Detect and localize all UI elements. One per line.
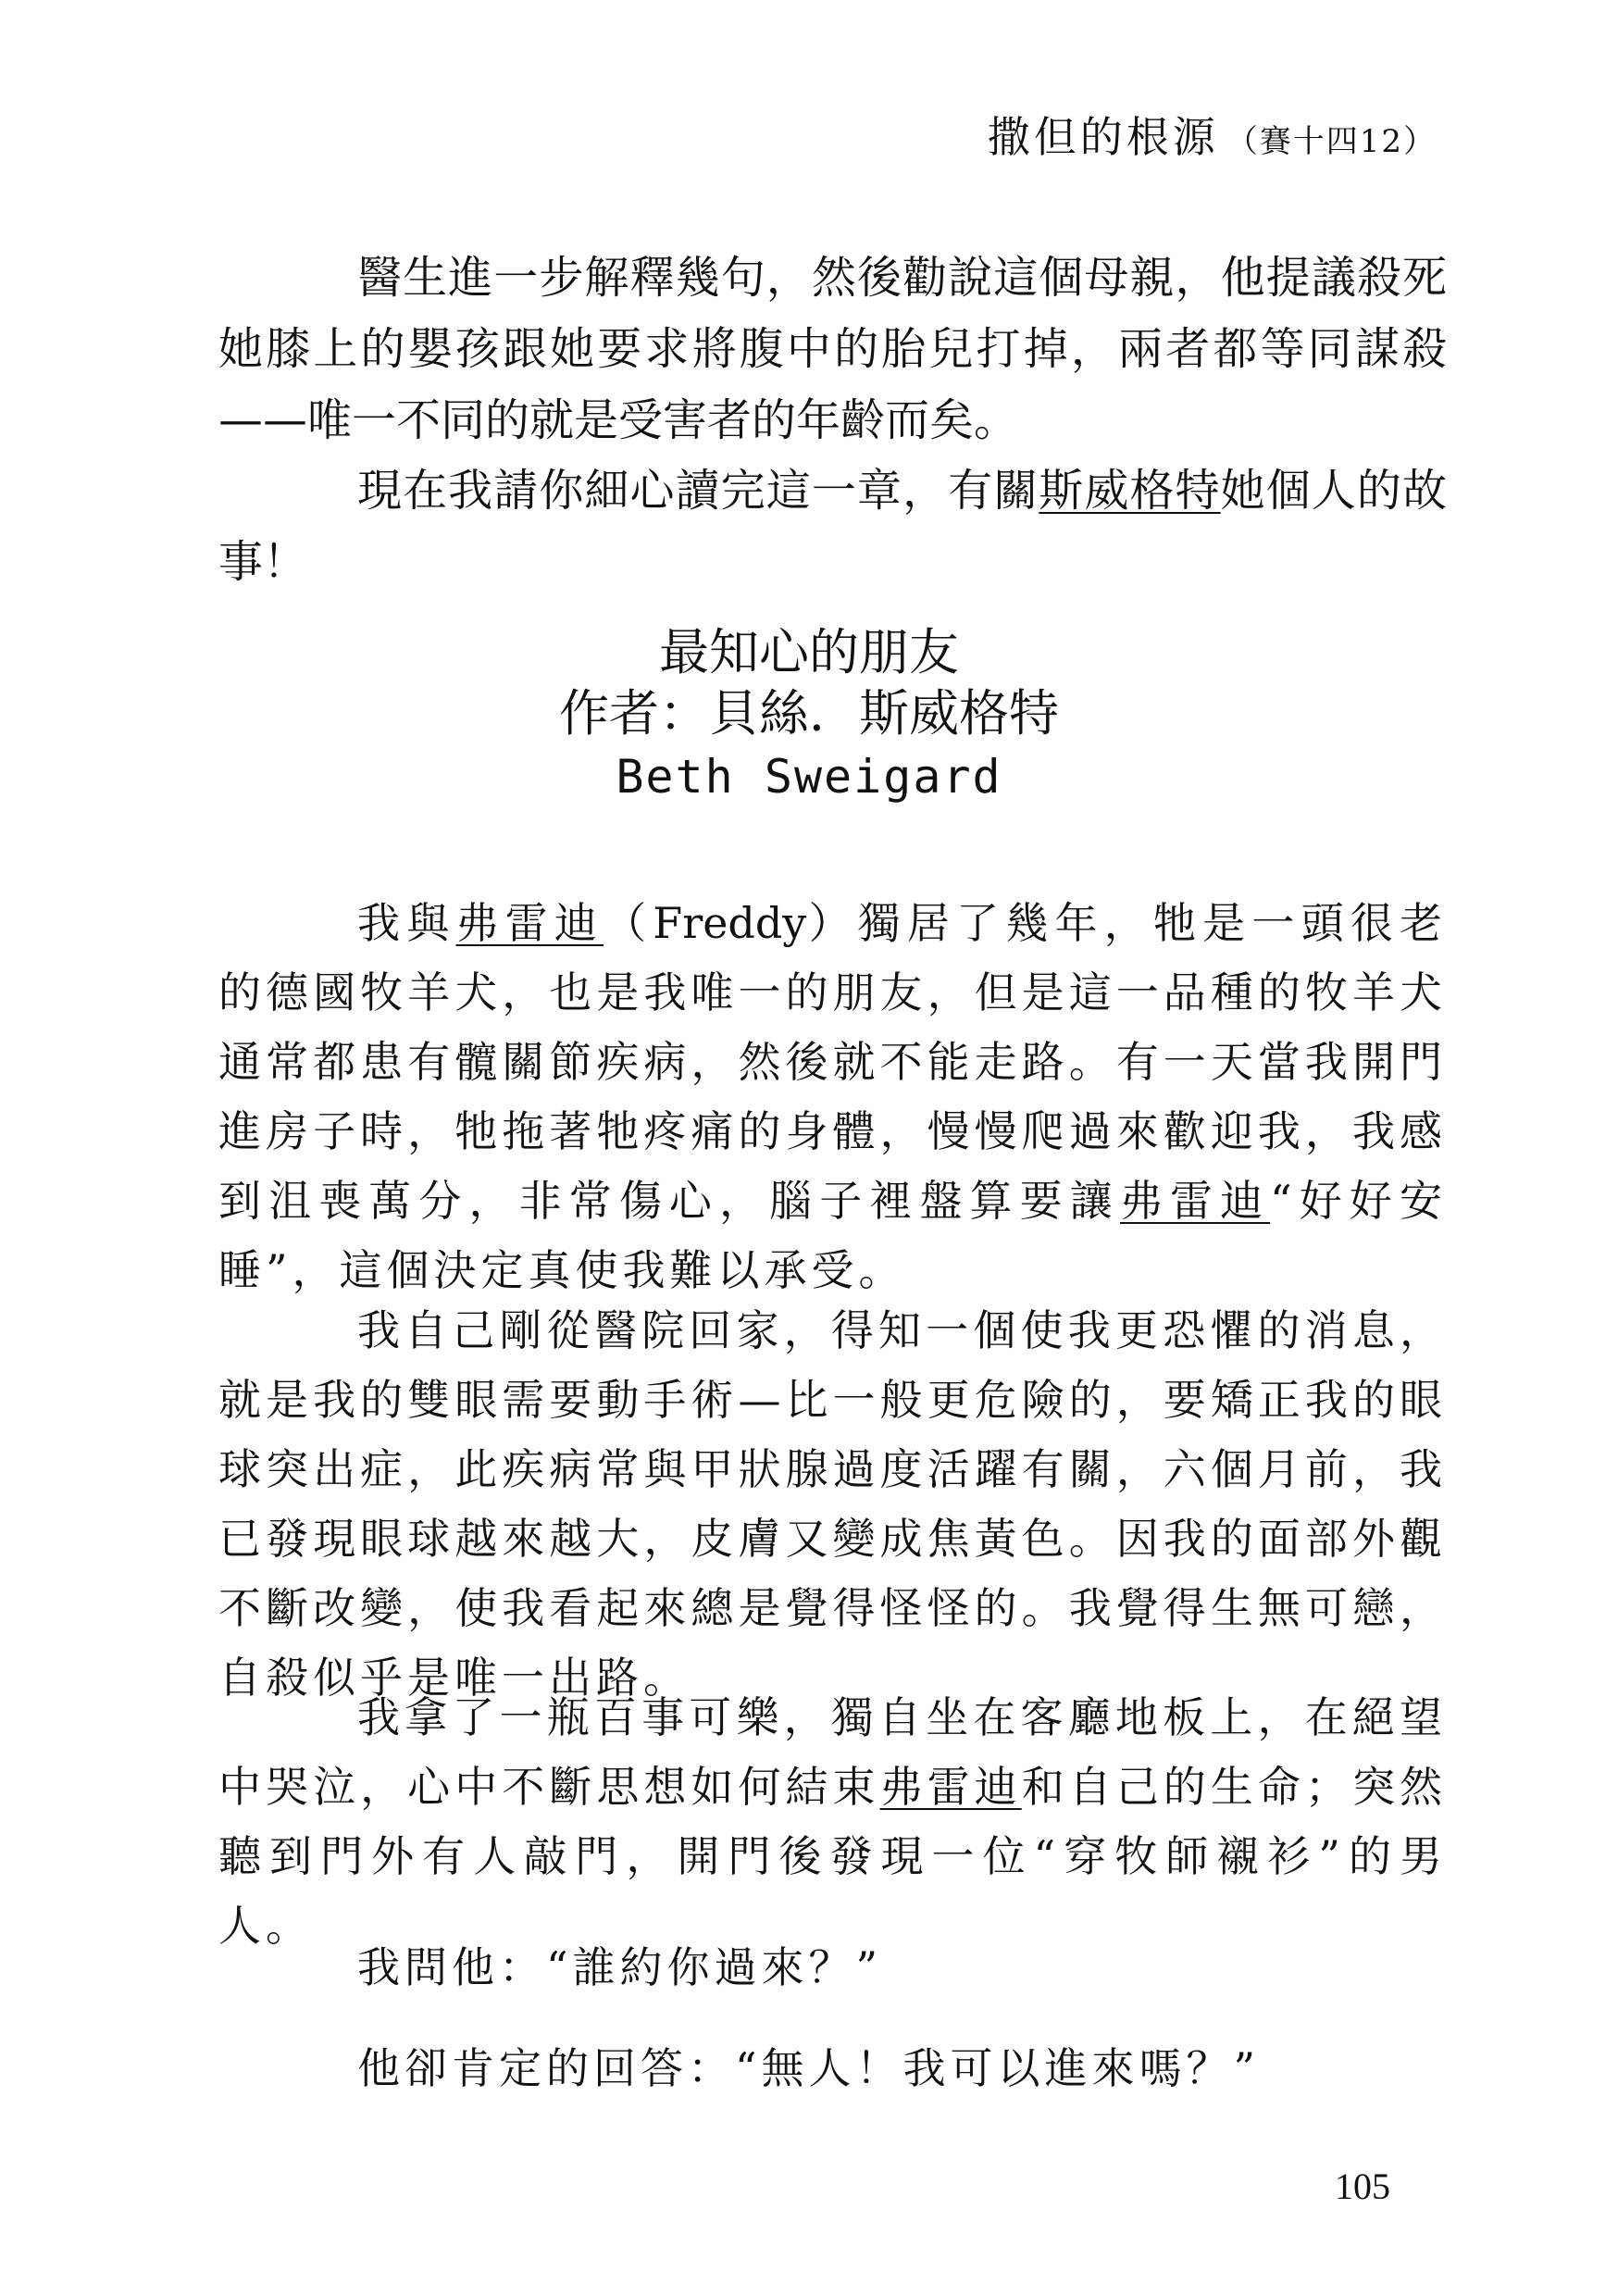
paragraph-doctor: 醫生進一步解釋幾句，然後勸說這個母親，他提議殺死她膝上的嬰孩跟她要求將腹中的胎兒打掉，兩者都等同謀殺——唯一不同的就是受害者的年齡而矣。 [218,252,1447,446]
name-freddy-english: Freddy [653,898,807,948]
story-text: ）獨居了幾年，牠是一頭很老的德國牧羊犬，也是我唯一的朋友，但是這一品種的牧羊犬通常都患有髖關節疾病，然後就不能走路。有一天當我開門進房子時，牠拖著牠疼痛的身體，慢慢爬過來歡迎我，我感到沮喪萬分，非常傷心，腦子裡盤算要讓 [218,898,1448,1226]
story-paragraph-question: 我問他：“誰約你過來？” [357,1942,883,1992]
story-paragraph-freddy [218,889,1447,1305]
name-freddy: 弗雷迪 [1119,1176,1271,1226]
running-header [988,104,1437,165]
header-title: 撒但的根源 [987,112,1219,162]
article-title: 最知心的朋友 [659,623,959,681]
page-number: 105 [1335,2165,1390,2207]
name-freddy: 弗雷迪 [455,898,604,948]
header-reference: （賽十四12） [1226,123,1437,160]
story-text: 我拿了一瓶百事可樂，獨自坐在客廳地板上，在絕望中哭泣，心中不斷思想如何結束 [218,1692,1447,1812]
story-text: 和自己的生命；突然聽到門外有人敲門，開門後發現一位“穿牧師襯衫”的男人。 [218,1762,1448,1951]
intro-text-before: 現在我請你細心讀完這一章，有關 [357,465,1039,517]
story-text: （ [604,898,653,948]
article-heading [0,622,1618,809]
story-text: 我與 [357,898,456,948]
story-paragraph-hospital: 我自己剛從醫院回家，得知一個使我更恐懼的消息，就是我的雙眼需要動手術—比一般更危險的，要矯正我的眼球突出症，此疾病常與甲狀腺過度活躍有關，六個月前，我已發現眼球越來越大，皮膚又變成焦黃色。因我的面部外觀不斷改變，使我看起來總是覺得怪怪的。我覺得生無可戀，自殺似乎是唯一出路。 [218,1305,1447,1703]
intro-text-after: 她個人的故事！ [218,465,1447,588]
name-freddy: 弗雷迪 [879,1762,1022,1812]
story-text: “好好安睡”，這個決定真使我難以承受。 [218,1176,1447,1295]
article-author: 作者：貝絲．斯威格特 [559,684,1059,742]
paragraph-intro [218,455,1447,598]
name-sweigard: 斯威格特 [1039,465,1221,517]
story-paragraph-despair [218,1683,1447,1961]
article-author-english: Beth Sweigard [616,750,1002,804]
story-paragraph-answer: 他卻肯定的回答：“無人！我可以進來嗎？” [357,2043,1261,2093]
